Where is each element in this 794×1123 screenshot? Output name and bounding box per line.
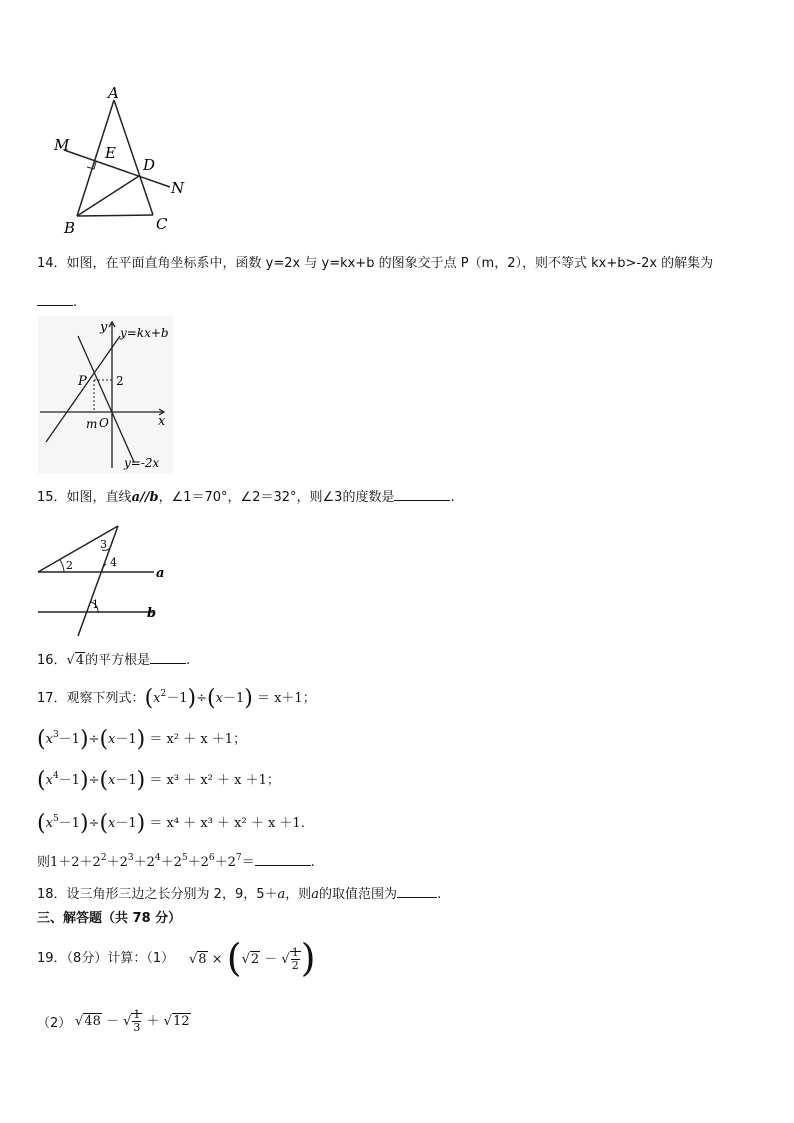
q17-rhs-4: ＝ x⁴ ＋ x³ ＋ x² ＋ x ＋1. <box>149 816 305 831</box>
q19-part2 <box>37 1015 71 1033</box>
q18-text2: ，则 <box>285 887 312 902</box>
question-14 <box>37 255 713 273</box>
q14-text: 如图，在平面直角坐标系中，函数 y=2x 与 y=kx+b 的图象交于点 P（m，2），则不等式 kx+b>-2x 的解集为 <box>66 256 714 271</box>
label-B: B <box>64 219 76 237</box>
question-17 <box>37 686 316 711</box>
angle-1-label: 1 <box>92 598 99 611</box>
q17-line-3 <box>37 768 280 793</box>
q15-number: 15． <box>37 490 67 505</box>
label-E: E <box>105 144 116 162</box>
q19-text: 计算： <box>107 951 147 966</box>
angle-4-label: 4 <box>110 556 117 569</box>
line-kxb-label: y=kx+b <box>120 326 169 340</box>
q18-var-2: a <box>311 887 320 902</box>
q15-blank <box>394 487 450 501</box>
coordinate-figure <box>38 316 173 474</box>
q18-end: . <box>437 887 442 902</box>
q17-end: . <box>310 855 315 870</box>
label-A: A <box>108 84 119 102</box>
label-D: D <box>143 156 156 174</box>
q14-answer-line <box>37 292 77 312</box>
line-neg2x-label: y=-2x <box>124 456 160 470</box>
q17-rhs-3: ＝ x³ ＋ x² ＋ x ＋1； <box>149 773 280 788</box>
sqrt-expression: √4 <box>66 653 85 668</box>
q17-intro: 观察下列式： <box>66 691 145 706</box>
q14-blank <box>37 292 73 306</box>
label-C: C <box>156 215 168 233</box>
q14-end: . <box>73 295 78 310</box>
q19-number: 19． <box>37 951 67 966</box>
q19-part1-label: （1） <box>146 951 175 966</box>
q15-pre: 如图，直线 <box>66 490 132 505</box>
q15-parallel: a//b <box>131 490 159 505</box>
q15-end: . <box>450 490 455 505</box>
q17-expr-1: $(x^2-1)\div(x-1)$ <box>144 686 253 711</box>
parallel-lines-figure <box>36 520 171 640</box>
q17-line-2 <box>37 727 247 752</box>
m-label: m <box>86 417 98 431</box>
q16-end: . <box>186 653 191 668</box>
question-18 <box>37 884 441 904</box>
line-a-label: a <box>156 566 165 581</box>
label-M: M <box>54 136 70 154</box>
section-3-title: 三、解答题（共 78 分） <box>37 911 182 926</box>
question-16 <box>37 650 190 670</box>
q17-line-4 <box>37 811 305 836</box>
q18-number: 18． <box>37 887 67 902</box>
triangle-figure <box>50 80 200 240</box>
q16-text: 的平方根是 <box>85 653 151 668</box>
q17-sum-expression: $1+2+2^2+2^3+2^4+2^5+2^6+2^7=$ <box>50 853 255 870</box>
q18-text1: 设三角形三边之长分别为 2，9，5＋ <box>66 887 278 902</box>
q18-var-1: a <box>277 887 286 902</box>
q17-conclusion <box>37 852 315 872</box>
q17-expr-2: $(x^3-1)\div(x-1)$ <box>37 727 146 752</box>
q16-blank <box>150 650 186 664</box>
angle-2-label: 2 <box>66 559 73 572</box>
question-19 <box>37 950 174 968</box>
line-b-label: b <box>147 606 157 621</box>
q17-rhs-1: ＝ x＋1； <box>256 691 316 706</box>
label-N: N <box>171 179 185 197</box>
q18-text3: 的取值范围为 <box>319 887 398 902</box>
q19-points: （8分） <box>66 951 108 966</box>
point-P-label: P <box>78 374 87 389</box>
angle-3-label: 3 <box>100 538 107 551</box>
q17-expr-3: $(x^4-1)\div(x-1)$ <box>37 768 146 793</box>
q19-part2-label: （2） <box>37 1016 72 1031</box>
q18-blank <box>397 884 437 898</box>
x-axis-label: x <box>158 414 166 429</box>
q17-expr-4: $(x^5-1)\div(x-1)$ <box>37 811 146 836</box>
q19-part1-expression: √8 × (√2 － √ $\frac{1}{2}$ ) <box>189 936 316 980</box>
q15-mid: ，∠1＝70°，∠2＝32°，则∠3的度数是 <box>158 490 395 505</box>
q14-number: 14． <box>37 256 67 271</box>
q16-number: 16． <box>37 653 67 668</box>
q17-blank <box>255 852 311 866</box>
q17-conclusion-pre: 则 <box>37 855 51 870</box>
y-axis-label: y <box>100 320 108 335</box>
q19-part2-expression: √48 － √ $\frac{1}{3}$ ＋ √12 <box>75 1008 190 1034</box>
q17-rhs-2: ＝ x² ＋ x ＋1； <box>149 732 247 747</box>
q17-number: 17． <box>37 691 67 706</box>
y-value-label: 2 <box>116 374 124 388</box>
q16-radicand: 4 <box>75 653 85 668</box>
origin-label: O <box>99 416 109 430</box>
question-15 <box>37 487 455 507</box>
